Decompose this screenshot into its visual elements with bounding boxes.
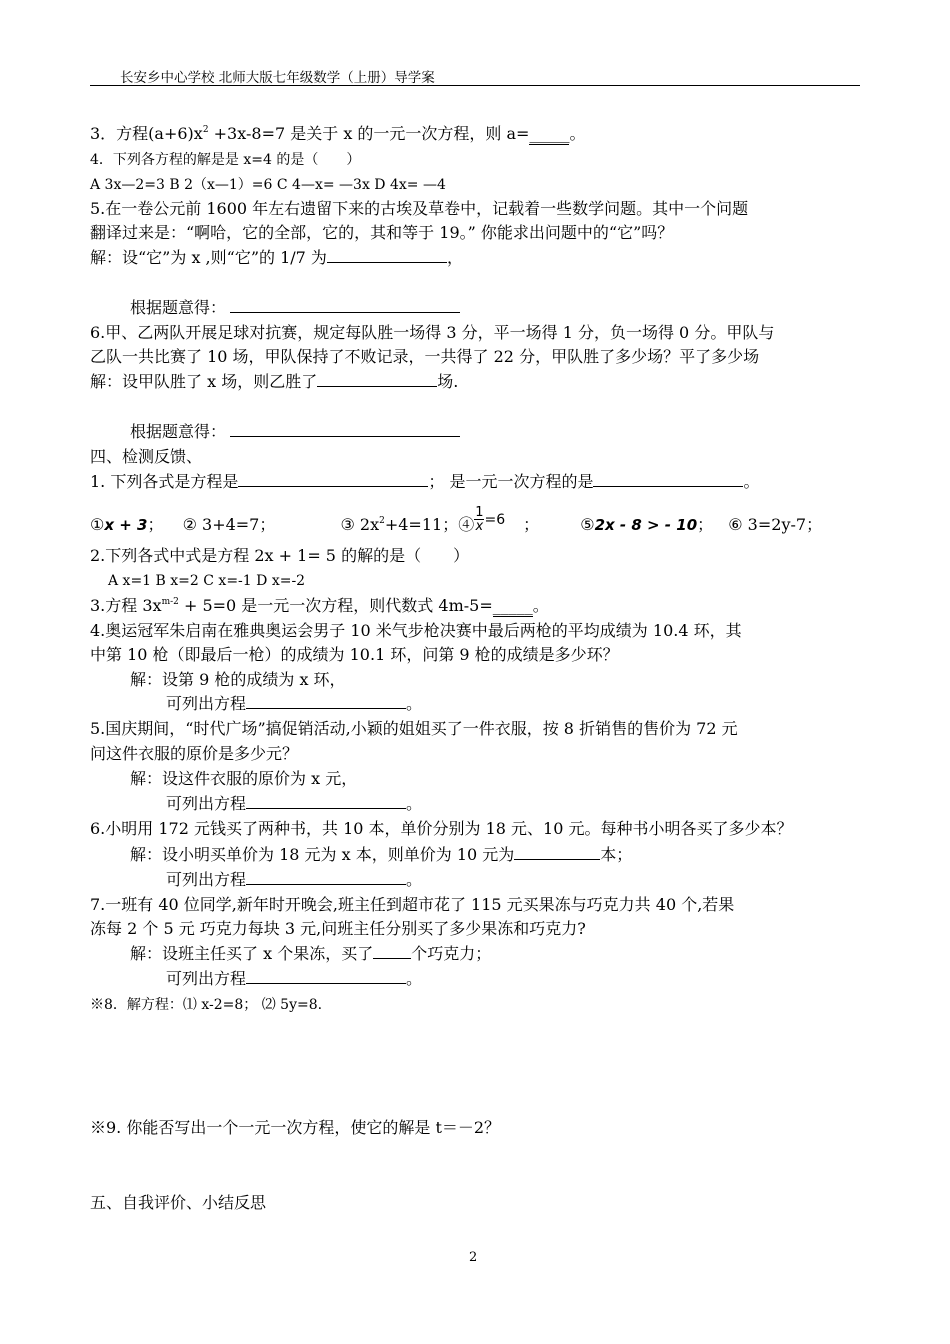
s4-question-9: ※9. 你能否写出一个一元一次方程，使它的解是 t＝－2？ bbox=[90, 1118, 501, 1137]
question-6-line1: 6.甲、乙两队开展足球对抗赛，规定每队胜一场得 3 分，平一场得 1 分，负一场得 0 分。甲队与 bbox=[90, 323, 775, 342]
s4-question-5-line2: 问这件衣服的原价是多少元？ bbox=[90, 744, 299, 763]
section-4-title: 四、检测反馈、 bbox=[90, 447, 203, 466]
s4-question-4-line2: 中第 10 枪（即最后一枪）的成绩为 10.1 环，问第 9 枪的成绩是多少环？ bbox=[90, 645, 619, 664]
answer-blank-linear[interactable] bbox=[593, 472, 743, 487]
question-6-line2: 乙队一共比赛了 10 场，甲队保持了不败记录，一共得了 22 分，甲队胜了多少场？平了多少场 bbox=[90, 347, 760, 366]
s4-question-7-line2: 冻每 2 个 5 元 巧克力每块 3 元,问班主任分别买了多少果冻和巧克力? bbox=[90, 919, 586, 938]
question-6-line4: 根据题意得： bbox=[130, 422, 460, 442]
s4-question-3: 3.方程 $3x^{m-2} + 5=0$ 是一元一次方程，则代数式 4m-5=_____。 bbox=[90, 596, 549, 615]
question-5-line3: 解：设“它”为 x ,则“它”的 1/7 为 ， bbox=[90, 248, 463, 267]
header-rule bbox=[90, 85, 860, 86]
answer-blank-6[interactable] bbox=[317, 372, 437, 387]
question-4-options: A 3x—2=3 B 2（x—1）=6 C 4—x= —3x D 4x= —4 bbox=[90, 177, 446, 193]
question-5-line1: 5.在一卷公元前 1600 年左右遗留下来的古埃及草卷中，记载着一些数学问题。其中一个问题 bbox=[90, 199, 749, 218]
equation-blank-5[interactable] bbox=[230, 298, 460, 313]
s4-question-4-line3: 解：设第 9 枪的成绩为 x 环， bbox=[130, 670, 346, 689]
section-5-title: 五、自我评价、小结反思 bbox=[90, 1193, 267, 1212]
answer-blank-s4q6[interactable] bbox=[514, 845, 600, 860]
s4-question-1: 1. 下列各式是方程是 ； 是一元一次方程的是 。 bbox=[90, 472, 760, 491]
s4-question-2: 2.下列各式中式是方程 2x + 1= 5 的解的是（ ） bbox=[90, 546, 470, 565]
s4-question-6-line2: 解：设小明买单价为 18 元为 x 本，则单价为 10 元为 本； bbox=[130, 845, 633, 864]
equation-blank-6[interactable] bbox=[230, 422, 460, 437]
fraction-1-over-x: $\frac{1}{x}$ bbox=[475, 505, 484, 534]
question-6-line3: 解：设甲队胜了 x 场，则乙胜了 场. bbox=[90, 372, 459, 391]
s4-question-5-line4: 可列出方程 。 bbox=[166, 794, 423, 813]
answer-blank-1-7[interactable] bbox=[327, 248, 447, 263]
question-5-line4: 根据题意得： bbox=[130, 298, 460, 318]
s4-question-7-line1: 7.一班有 40 位同学,新年时开晚会,班主任到超市花了 115 元买果冻与巧克力共 40 个,若果 bbox=[90, 895, 735, 914]
s4-question-1-items: ①x + 3； ② 3+4=7； ③ $2x^2+4=11$；④ $\frac{1}{x}$ =6 ； ⑤2x - 8 > - 10； ⑥ 3=2y-7； bbox=[90, 505, 823, 534]
equation-blank-s4q4[interactable] bbox=[246, 694, 406, 709]
page-number: 2 bbox=[469, 1250, 478, 1265]
expr-x-plus-3: x + 3 bbox=[104, 516, 148, 534]
question-3: 3．方程$(a+6)x^2 +3x-8=7$ 是关于 x 的一元一次方程，则 a=_____。 bbox=[90, 124, 586, 143]
s4-question-7-line3: 解：设班主任买了 x 个果冻，买了 个巧克力； bbox=[130, 944, 492, 963]
s4-question-4-line1: 4.奥运冠军朱启南在雅典奥运会男子 10 米气步枪决赛中最后两枪的平均成绩为 10.4 环，其 bbox=[90, 621, 742, 640]
question-4: 4．下列各方程的解是是 x=4 的是（ ） bbox=[90, 152, 361, 168]
s4-question-5-line1: 5.国庆期间，“时代广场”搞促销活动,小颖的姐姐买了一件衣服，按 8 折销售的售价为 72 元 bbox=[90, 719, 738, 738]
equation-blank-s4q5[interactable] bbox=[246, 794, 406, 809]
answer-blank-a[interactable]: _____ bbox=[529, 124, 570, 143]
s4-question-4-line4: 可列出方程 。 bbox=[166, 694, 423, 713]
answer-blank-equations[interactable] bbox=[238, 472, 428, 487]
s4-question-8: ※8．解方程：⑴ x-2=8； ⑵ 5y=8. bbox=[90, 997, 323, 1013]
s4-question-7-line4: 可列出方程 。 bbox=[166, 969, 423, 988]
answer-blank-4m-5[interactable]: _____ bbox=[492, 596, 533, 615]
s4-question-6-line3: 可列出方程 。 bbox=[166, 870, 423, 889]
question-5-line2: 翻译过来是：“啊哈，它的全部，它的，其和等于 19。” 你能求出问题中的“它”吗？ bbox=[90, 223, 674, 242]
equation-blank-s4q6[interactable] bbox=[246, 870, 406, 885]
page-header: 长安乡中心学校 北师大版七年级数学（上册）导学案 bbox=[120, 70, 435, 86]
equation-blank-s4q7[interactable] bbox=[246, 969, 406, 984]
s4-question-5-line3: 解：设这件衣服的原价为 x 元， bbox=[130, 769, 358, 788]
s4-question-2-options: A x=1 B x=2 C x=-1 D x=-2 bbox=[108, 573, 306, 589]
s4-question-6-line1: 6.小明用 172 元钱买了两种书，共 10 本，单价分别为 18 元、10 元。每种书小明各买了多少本？ bbox=[90, 819, 793, 838]
expr-inequality: 2x - 8 > - 10 bbox=[594, 516, 698, 534]
answer-blank-s4q7[interactable] bbox=[373, 944, 411, 959]
